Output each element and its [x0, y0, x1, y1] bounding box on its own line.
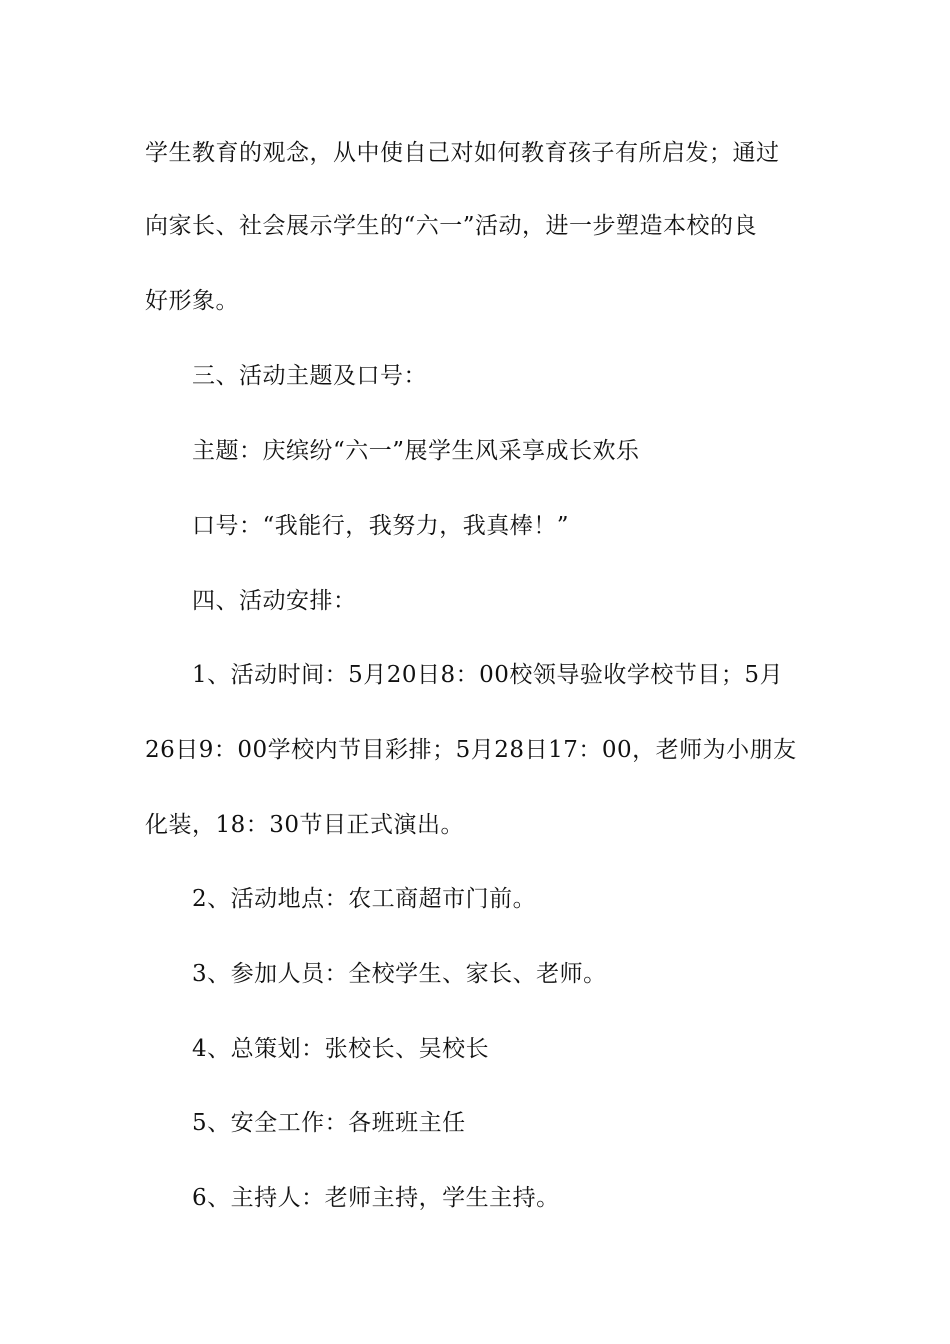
item-participants: 3、参加人员：全校学生、家长、老师。 [192, 961, 607, 987]
paragraph-continuation-line-3: 好形象。 [145, 288, 239, 314]
theme-text: 主题：庆缤纷“六一”展学生风采享成长欢乐 [192, 438, 640, 464]
item-planner: 4、总策划：张校长、吴校长 [192, 1036, 490, 1062]
paragraph-continuation-line-1: 学生教育的观念，从中使自己对如何教育孩子有所启发；通过 [145, 140, 780, 166]
item-time-line-3: 化装，18：30节目正式演出。 [145, 812, 465, 838]
section-heading-arrangement: 四、活动安排： [192, 588, 357, 614]
item-location: 2、活动地点：农工商超市门前。 [192, 886, 537, 912]
item-host: 6、主持人：老师主持，学生主持。 [192, 1185, 560, 1211]
slogan-text: 口号：“我能行，我努力，我真棒！” [192, 513, 570, 539]
item-time-line-2: 26日9：00学校内节目彩排；5月28日17：00，老师为小朋友 [145, 737, 797, 763]
paragraph-continuation-line-2: 向家长、社会展示学生的“六一”活动，进一步塑造本校的良 [145, 213, 758, 239]
item-safety: 5、安全工作：各班班主任 [192, 1110, 466, 1136]
item-time-line-1: 1、活动时间：5月20日8：00校领导验收学校节目；5月 [192, 662, 784, 688]
section-heading-theme-slogan: 三、活动主题及口号： [192, 363, 427, 389]
